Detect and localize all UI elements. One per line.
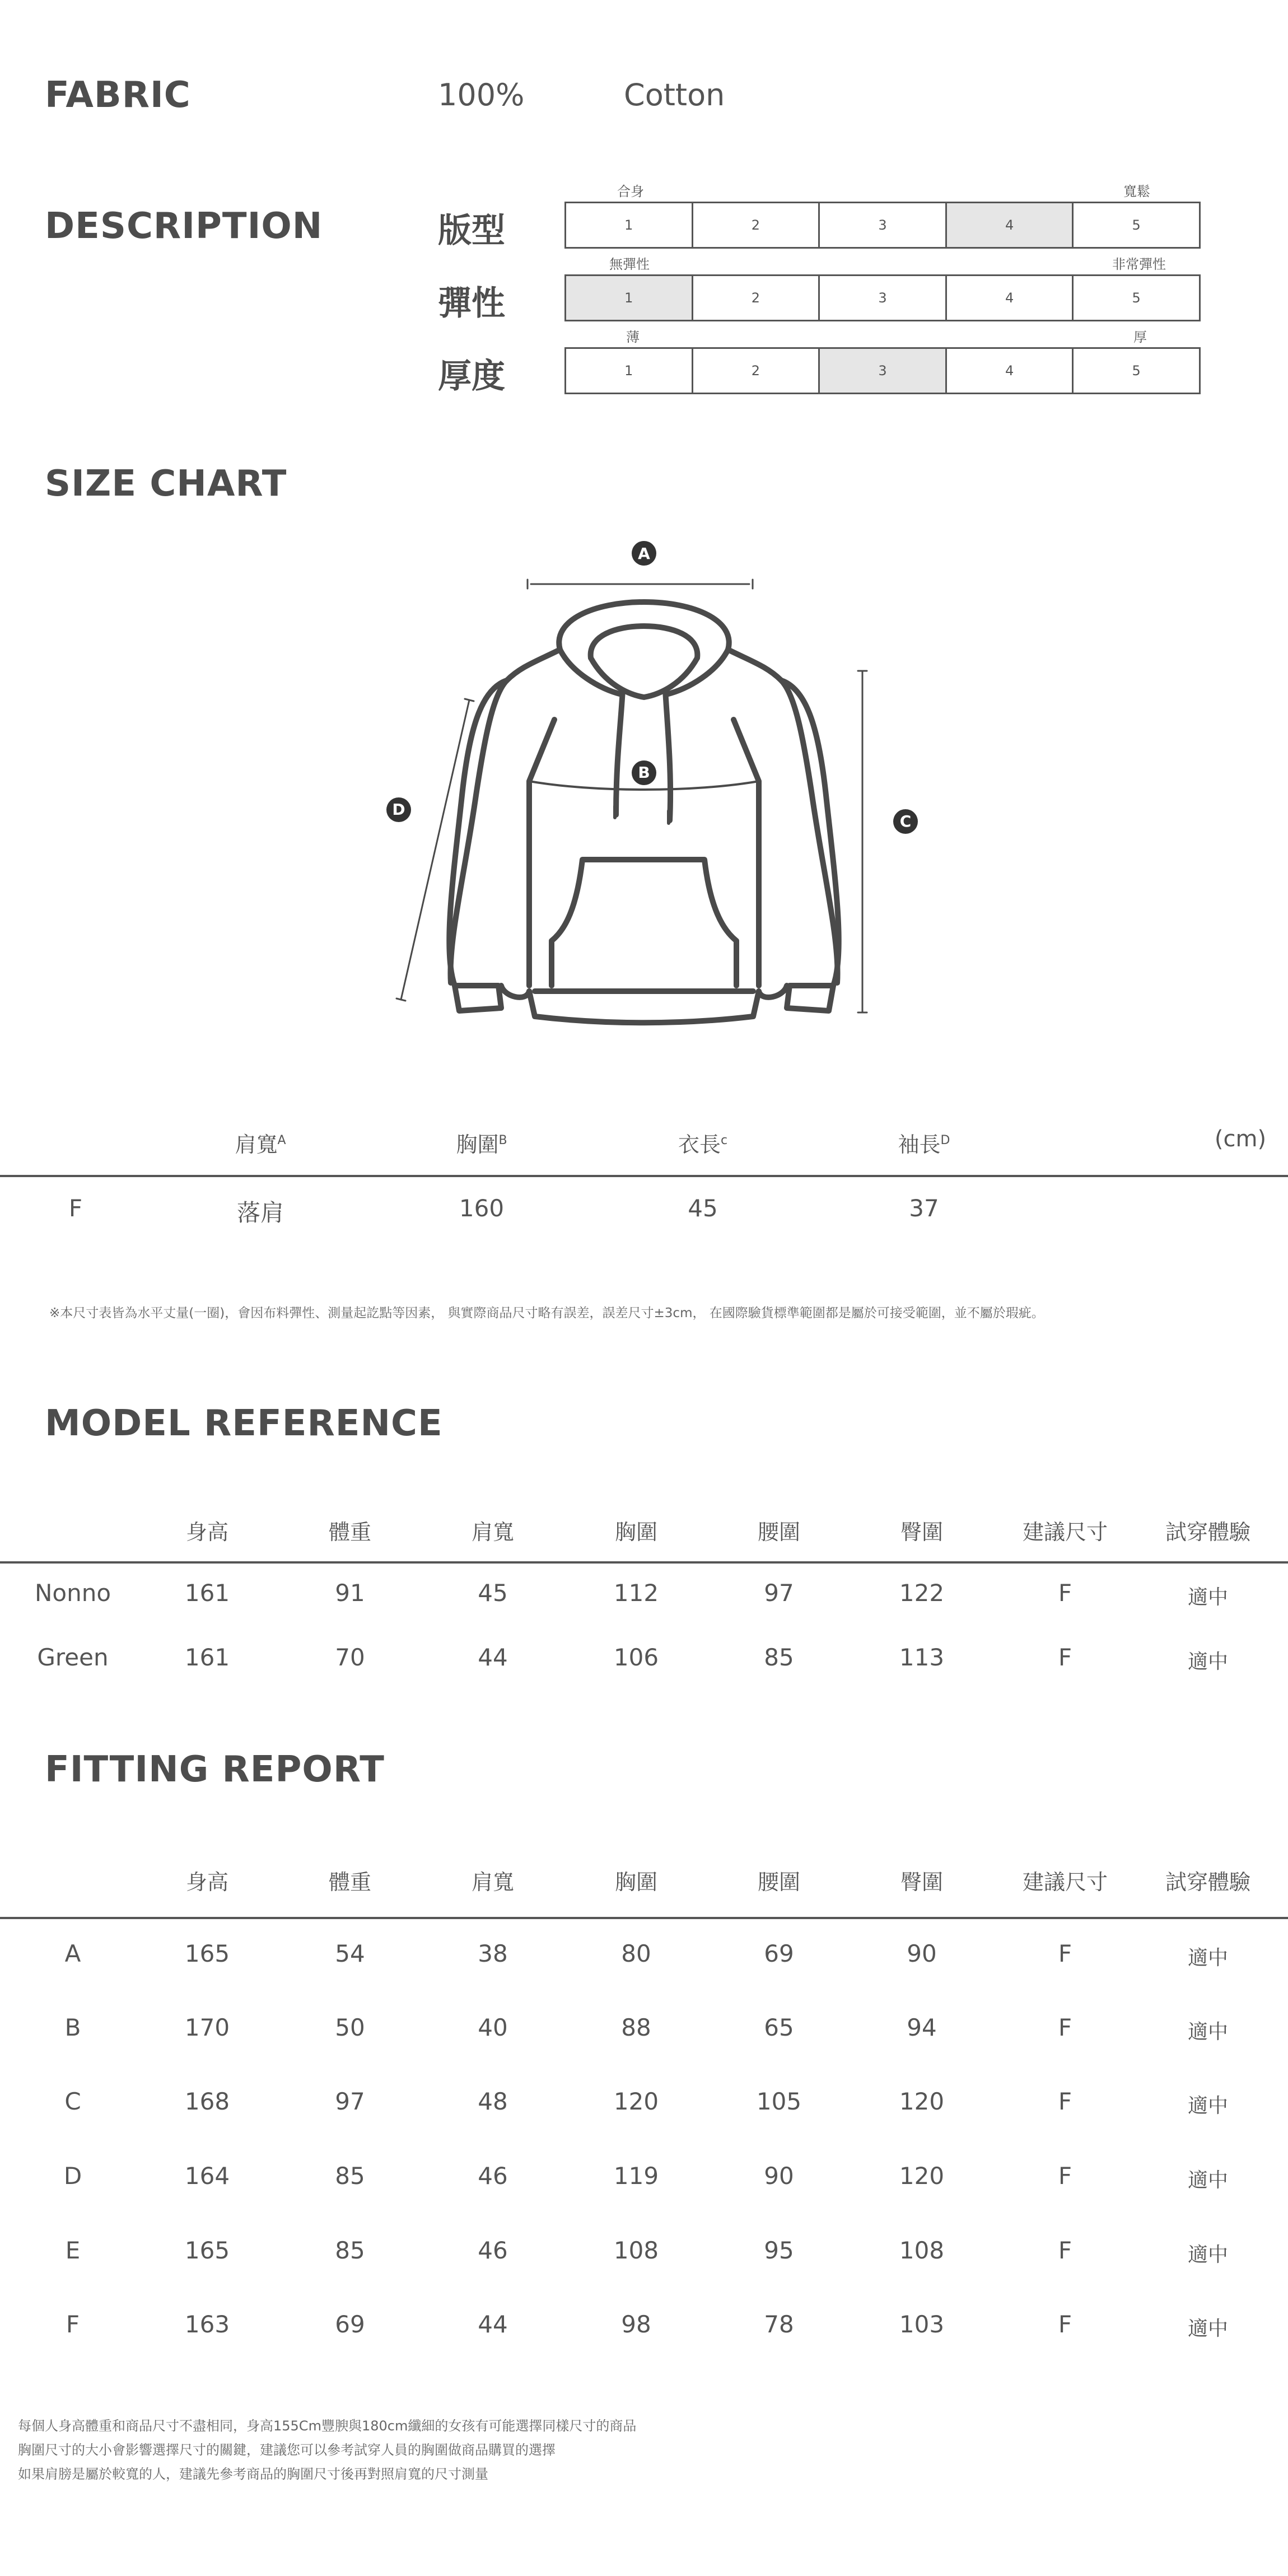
table-cell: 45: [478, 1579, 508, 1607]
table-cell: 78: [764, 2311, 794, 2338]
rating-thickness-right-label: 厚: [1133, 329, 1147, 345]
rating-thickness-scale: [564, 347, 1201, 394]
table-cell: 94: [907, 2014, 937, 2041]
table-cell: 163: [184, 2311, 230, 2338]
description-title: DESCRIPTION: [45, 206, 323, 247]
table-header-cell: 肩寬: [471, 1520, 514, 1544]
size-row-label: F: [68, 1194, 83, 1222]
table-cell: 170: [184, 2014, 230, 2041]
table-cell: 168: [184, 2088, 230, 2115]
table-cell: 119: [613, 2162, 659, 2190]
table-cell: 161: [184, 1644, 230, 1671]
fitting-note-3: 如果肩膀是屬於較寬的人，建議先參考商品的胸圍尺寸後再對照肩寬的尺寸測量: [18, 2466, 488, 2482]
table-cell: 85: [764, 1644, 794, 1671]
table-row-label: E: [65, 2237, 81, 2264]
table-header-cell: 臀圍: [900, 1520, 943, 1544]
table-cell: 106: [613, 1644, 659, 1671]
size-value-shoulder: 落肩: [236, 1199, 284, 1226]
rating-cell: 1: [566, 276, 693, 320]
table-row-label: C: [64, 2088, 81, 2115]
table-cell: 120: [899, 2162, 945, 2190]
table-header-cell: 肩寬: [471, 1870, 514, 1894]
table-cell: 44: [478, 1644, 508, 1671]
fitting-report-title: FITTING REPORT: [45, 1749, 385, 1790]
table-cell: 103: [899, 2311, 945, 2338]
table-cell: 適中: [1187, 2317, 1228, 2340]
table-cell: 95: [764, 2237, 794, 2264]
fabric-material: Cotton: [624, 77, 725, 113]
table-cell: F: [1058, 2014, 1072, 2041]
rating-fit-scale: [564, 202, 1201, 249]
table-cell: 46: [478, 2162, 508, 2190]
rating-stretch-right-label: 非常彈性: [1112, 256, 1166, 272]
table-cell: 適中: [1187, 2169, 1228, 2192]
size-value-sleeve: 37: [909, 1194, 939, 1222]
rating-cell: 1: [566, 203, 693, 247]
size-value-length: 45: [688, 1194, 718, 1222]
rating-cell: 2: [693, 349, 820, 393]
table-cell: 97: [764, 1579, 794, 1607]
rating-cell: 5: [1132, 290, 1141, 306]
table-row-label: D: [63, 2162, 82, 2190]
size-header-length: 衣長$^c$: [678, 1132, 728, 1157]
rating-cell: 2: [693, 203, 820, 247]
fitting-note-2: 胸圍尺寸的大小會影響選擇尺寸的關鍵，建議您可以參考試穿人員的胸圍做商品購買的選擇: [18, 2442, 556, 2458]
fitting-note-1: 每個人身高體重和商品尺寸不盡相同，身高155Cm豐腴與180cm纖細的女孩有可能選擇同樣尺寸的商品: [18, 2418, 637, 2434]
marker-a: A: [638, 544, 650, 563]
table-header-cell: 胸圍: [614, 1520, 657, 1544]
table-cell: F: [1058, 2088, 1072, 2115]
table-cell: 165: [184, 2237, 230, 2264]
rating-fit-right-label: 寬鬆: [1123, 184, 1150, 199]
rating-cell: 4: [947, 276, 1074, 320]
table-cell: 65: [764, 2014, 794, 2041]
fitting-table-rule: [0, 1917, 1288, 1919]
rating-fit-left-label: 合身: [617, 184, 644, 199]
size-header-chest: 胸圍$^B$: [456, 1132, 507, 1157]
fabric-title: FABRIC: [45, 74, 191, 116]
table-cell: F: [1058, 2237, 1072, 2264]
rating-stretch-label: 彈性: [438, 284, 505, 323]
table-row-label: Green: [37, 1644, 109, 1671]
table-cell: F: [1058, 1579, 1072, 1607]
table-cell: 40: [478, 2014, 508, 2041]
table-cell: 適中: [1187, 2243, 1228, 2266]
table-cell: 90: [907, 1940, 937, 1967]
table-cell: 88: [621, 2014, 651, 2041]
table-cell: 120: [613, 2088, 659, 2115]
table-cell: 48: [478, 2088, 508, 2115]
model-table-rule: [0, 1561, 1288, 1564]
table-cell: 98: [621, 2311, 651, 2338]
rating-cell: 4: [947, 349, 1074, 393]
rating-cell: 4: [947, 203, 1074, 247]
table-cell: 113: [899, 1644, 945, 1671]
table-cell: 69: [335, 2311, 365, 2338]
size-header-shoulder: 肩寬$^A$: [235, 1132, 286, 1157]
rating-cell: 1: [566, 349, 693, 393]
size-value-chest: 160: [459, 1194, 505, 1222]
table-cell: 適中: [1187, 1586, 1228, 1609]
rating-cell: 3: [820, 203, 947, 247]
table-cell: 80: [621, 1940, 651, 1967]
table-cell: F: [1058, 2162, 1072, 2190]
fabric-percent: 100%: [438, 77, 525, 113]
table-header-cell: 試穿體驗: [1165, 1870, 1250, 1894]
table-cell: 90: [764, 2162, 794, 2190]
table-cell: 70: [335, 1644, 365, 1671]
table-cell: 91: [335, 1579, 365, 1607]
table-cell: 108: [613, 2237, 659, 2264]
table-cell: 50: [335, 2014, 365, 2041]
table-header-cell: 試穿體驗: [1165, 1520, 1250, 1544]
size-table-rule: [0, 1175, 1288, 1177]
table-cell: 120: [899, 2088, 945, 2115]
table-header-cell: 體重: [328, 1870, 371, 1894]
rating-stretch-scale: [564, 274, 1201, 321]
rating-cell: 3: [820, 349, 947, 393]
table-row-label: Nonno: [34, 1579, 111, 1607]
rating-thickness-label: 厚度: [438, 357, 505, 396]
marker-c: C: [899, 812, 912, 830]
table-cell: 適中: [1187, 1947, 1228, 1970]
table-row-label: A: [64, 1940, 81, 1967]
rating-cell: 3: [820, 276, 947, 320]
table-cell: F: [1058, 2311, 1072, 2338]
rating-stretch-left-label: 無彈性: [609, 256, 650, 272]
hoodie-diagram: [0, 526, 1288, 1053]
rating-cell: 5: [1132, 217, 1141, 233]
table-cell: 適中: [1187, 2020, 1228, 2043]
table-cell: 69: [764, 1940, 794, 1967]
table-cell: 105: [756, 2088, 802, 2115]
size-chart-note: ※本尺寸表皆為水平丈量(一圈)，會因布料彈性、測量起訖點等因素， 與實際商品尺寸略有誤差，誤差尺寸±3cm， 在國際驗貨標準範圍都是屬於可接受範圍，並不屬於瑕疵。: [49, 1306, 1044, 1320]
table-cell: 112: [613, 1579, 659, 1607]
table-header-cell: 腰圍: [757, 1520, 800, 1544]
table-header-cell: 建議尺寸: [1022, 1870, 1108, 1894]
table-cell: 54: [335, 1940, 365, 1967]
table-cell: 38: [478, 1940, 508, 1967]
table-cell: 44: [478, 2311, 508, 2338]
table-cell: 122: [899, 1579, 945, 1607]
table-cell: 85: [335, 2237, 365, 2264]
rating-cell: 2: [693, 276, 820, 320]
table-header-cell: 身高: [185, 1870, 228, 1894]
model-reference-title: MODEL REFERENCE: [45, 1403, 443, 1444]
size-header-sleeve: 袖長$^D$: [898, 1132, 950, 1157]
rating-cell: 5: [1132, 363, 1141, 379]
table-header-cell: 胸圍: [614, 1870, 657, 1894]
table-cell: F: [1058, 1940, 1072, 1967]
table-cell: 46: [478, 2237, 508, 2264]
table-cell: 164: [184, 2162, 230, 2190]
table-cell: 108: [899, 2237, 945, 2264]
size-unit: (cm): [1214, 1126, 1267, 1152]
table-header-cell: 腰圍: [757, 1870, 800, 1894]
size-chart-title: SIZE CHART: [45, 463, 287, 505]
table-row-label: B: [64, 2014, 81, 2041]
table-cell: 97: [335, 2088, 365, 2115]
table-cell: F: [1058, 1644, 1072, 1671]
table-cell: 適中: [1187, 1650, 1228, 1673]
table-header-cell: 臀圍: [900, 1870, 943, 1894]
table-cell: 165: [184, 1940, 230, 1967]
table-header-cell: 身高: [185, 1520, 228, 1544]
table-cell: 161: [184, 1579, 230, 1607]
table-header-cell: 建議尺寸: [1022, 1520, 1108, 1544]
marker-b: B: [638, 763, 650, 782]
table-cell: 適中: [1187, 2094, 1228, 2117]
table-cell: 85: [335, 2162, 365, 2190]
rating-thickness-left-label: 薄: [626, 329, 640, 345]
marker-d: D: [392, 800, 405, 819]
table-row-label: F: [66, 2311, 80, 2338]
rating-fit-label: 版型: [438, 211, 505, 250]
table-header-cell: 體重: [328, 1520, 371, 1544]
